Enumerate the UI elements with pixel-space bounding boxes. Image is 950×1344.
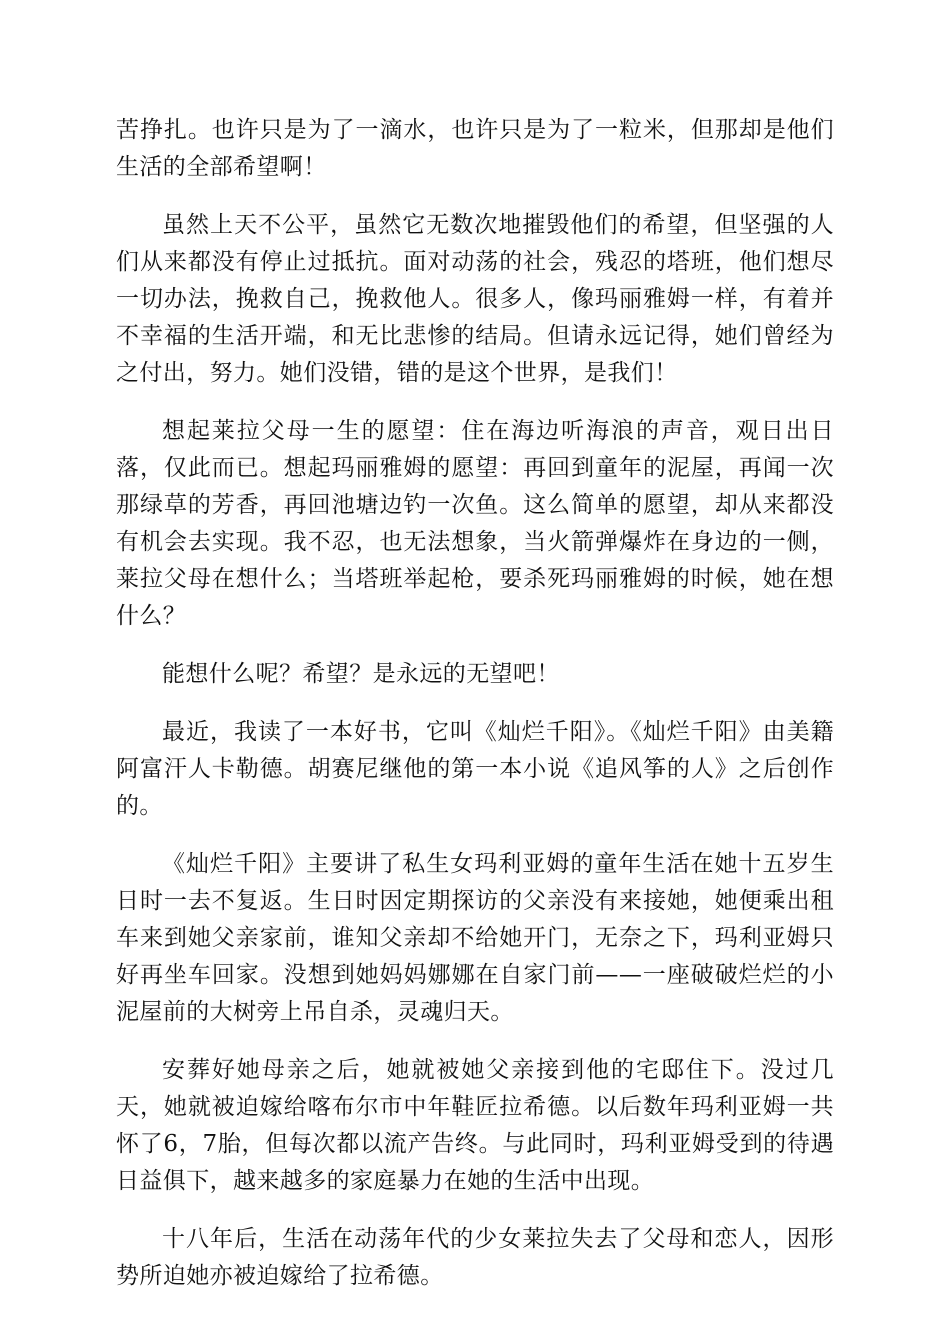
- paragraph-2: 虽然上天不公平，虽然它无数次地摧毁他们的希望，但坚强的人们从来都没有停止过抵抗。面对动荡的社会，残忍的塔班，他们想尽一切办法，挽救自己，挽救他人。很多人，像玛丽雅姆一样，有着并不幸福的生活开端，和无比悲惨的结局。但请永远记得，她们曾经为之付出，努力。她们没错，错的是这个世界，是我们！: [116, 212, 834, 386]
- paragraph-1: 苦挣扎。也许只是为了一滴水，也许只是为了一粒米，但那却是他们生活的全部希望啊！: [116, 117, 834, 180]
- document-body: [116, 112, 834, 1316]
- paragraph-3: 想起莱拉父母一生的愿望：住在海边听海浪的声音，观日出日落，仅此而已。想起玛丽雅姆的愿望：再回到童年的泥屋，再闻一次那绿草的芳香，再回池塘边钓一次鱼。这么简单的愿望，却从来都没有机会去实现。我不忍，也无法想象，当火箭弹爆炸在身边的一侧，莱拉父母在想什么；当塔班举起枪，要杀死玛丽雅姆的时候，她在想什么？: [116, 418, 834, 629]
- paragraph-6: 《灿烂千阳》主要讲了私生女玛利亚姆的童年生活在她十五岁生日时一去不复返。生日时因定期探访的父亲没有来接她，她便乘出租车来到她父亲家前，谁知父亲却不给她开门，无奈之下，玛利亚姆只好再坐车回家。没想到她妈妈娜娜在自家门前——一座破破烂烂的小泥屋前的大树旁上吊自杀，灵魂归天。: [116, 851, 834, 1025]
- paragraph-4: 能想什么呢？希望？是永远的无望吧！: [162, 661, 560, 687]
- paragraph-8: 十八年后，生活在动荡年代的少女莱拉失去了父母和恋人，因形势所迫她亦被迫嫁给了拉希德。: [116, 1226, 834, 1289]
- paragraph-7: 安葬好她母亲之后，她就被她父亲接到他的宅邸住下。没过几天，她就被迫嫁给喀布尔市中年鞋匠拉希德。以后数年玛利亚姆一共怀了6，7胎，但每次都以流产告终。与此同时，玛利亚姆受到的待遇日益俱下，越来越多的家庭暴力在她的生活中出现。: [116, 1057, 834, 1194]
- paragraph-5: 最近，我读了一本好书，它叫《灿烂千阳》。《灿烂千阳》由美籍阿富汗人卡勒德。胡赛尼继他的第一本小说《追风筝的人》之后创作的。: [116, 719, 834, 819]
